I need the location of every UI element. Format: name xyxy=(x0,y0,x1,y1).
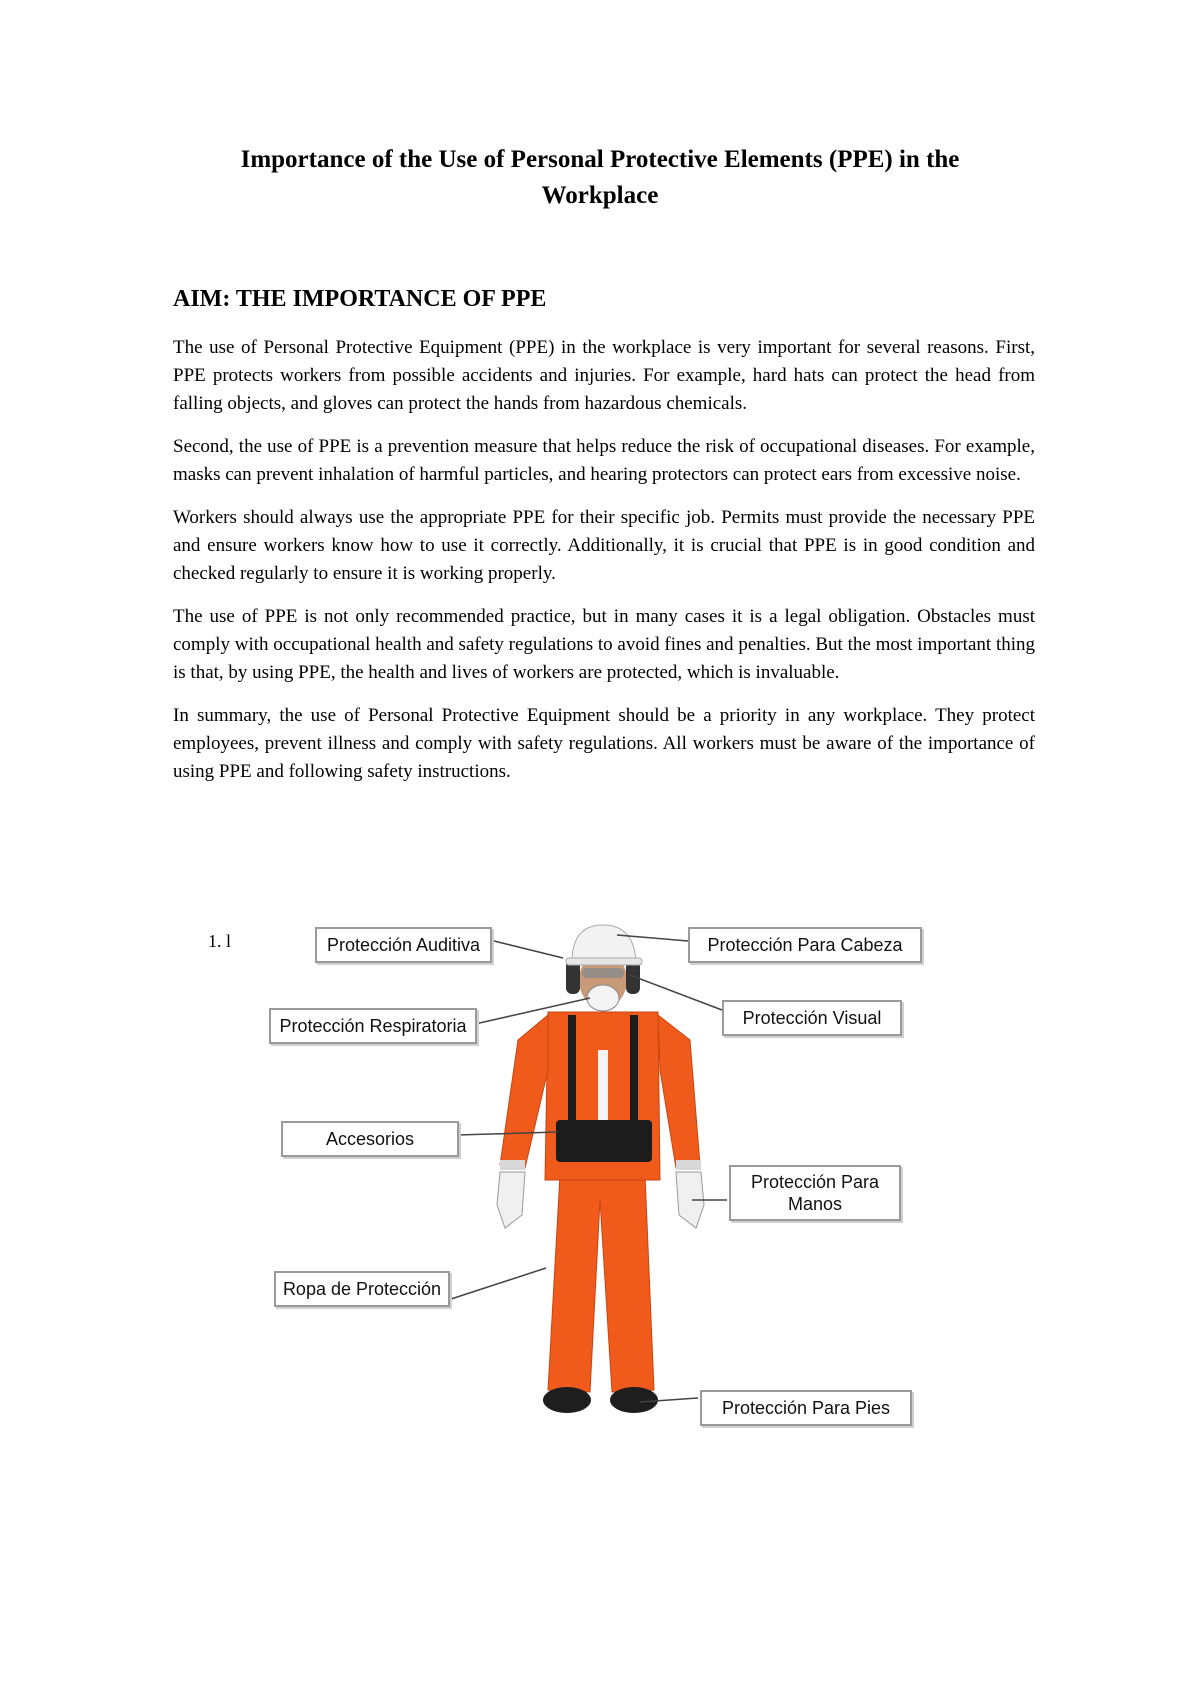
right-suspender xyxy=(630,1015,638,1125)
support-belt xyxy=(556,1120,652,1162)
paragraph-2: Second, the use of PPE is a prevention measure that helps reduce the risk of occupational diseases. For example, masks can prevent inhalation of harmful particles, and hearing protectors can protect ears from excessive noise. xyxy=(173,436,1035,485)
label-proteccion-pies: Protección Para Pies xyxy=(700,1390,912,1426)
label-proteccion-visual: Protección Visual xyxy=(722,1000,902,1036)
label-proteccion-cabeza: Protección Para Cabeza xyxy=(688,927,922,963)
right-boot xyxy=(610,1387,658,1413)
goggles xyxy=(582,968,624,978)
label-accesorios: Accesorios xyxy=(281,1121,459,1157)
leader-auditiva xyxy=(490,940,563,958)
reflective-stripe xyxy=(598,1050,608,1125)
paragraph-4: The use of PPE is not only recommended practice, but in many cases it is a legal obligation. Obstacles must comply with occupational health and safety regulations to avoid fines and penalties. But the most important thing is that, by using PPE, the health and lives of workers are protected, which is invaluable. xyxy=(173,606,1035,683)
left-sleeve-band xyxy=(500,1160,525,1170)
suit-right-arm xyxy=(658,1015,700,1168)
paragraph-5: In summary, the use of Personal Protective Equipment should be a priority in any workplace. They protect employees, prevent illness and comply with safety regulations. All workers must be aware of the importance of using PPE and following safety instructions. xyxy=(173,705,1035,782)
helmet-brim xyxy=(566,958,642,965)
right-sleeve-band xyxy=(676,1160,701,1170)
left-suspender xyxy=(568,1015,576,1125)
paragraph-3: Workers should always use the appropriate PPE for their specific job. Permits must provide the necessary PPE and ensure workers know how to use it correctly. Additionally, it is crucial that PPE is in good condition and checked regularly to ensure it is working properly. xyxy=(173,507,1035,584)
helmet xyxy=(572,925,636,962)
list-marker: 1. l xyxy=(208,931,232,951)
leader-visual xyxy=(630,975,722,1010)
label-proteccion-manos: Protección Para Manos xyxy=(729,1165,901,1221)
leader-ropa xyxy=(448,1268,546,1300)
left-boot xyxy=(543,1387,591,1413)
label-proteccion-auditiva: Protección Auditiva xyxy=(315,927,492,963)
respirator-mask xyxy=(587,985,619,1011)
document-title: Importance of the Use of Personal Protective Elements (PPE) in the Workplace xyxy=(240,146,960,209)
section-heading: AIM: THE IMPORTANCE OF PPE xyxy=(173,286,547,312)
label-ropa-proteccion: Ropa de Protección xyxy=(274,1271,450,1307)
paragraph-1: The use of Personal Protective Equipment (PPE) in the workplace is very important for several reasons. First, PPE protects workers from possible accidents and injuries. For example, hard hats can protect the head from falling objects, and gloves can protect the hands from hazardous chemicals. xyxy=(173,337,1035,414)
label-proteccion-respiratoria: Protección Respiratoria xyxy=(269,1008,477,1044)
suit-legs xyxy=(548,1175,654,1392)
worker-illustration xyxy=(497,925,704,1413)
suit-left-arm xyxy=(500,1015,548,1168)
left-glove xyxy=(497,1172,525,1228)
